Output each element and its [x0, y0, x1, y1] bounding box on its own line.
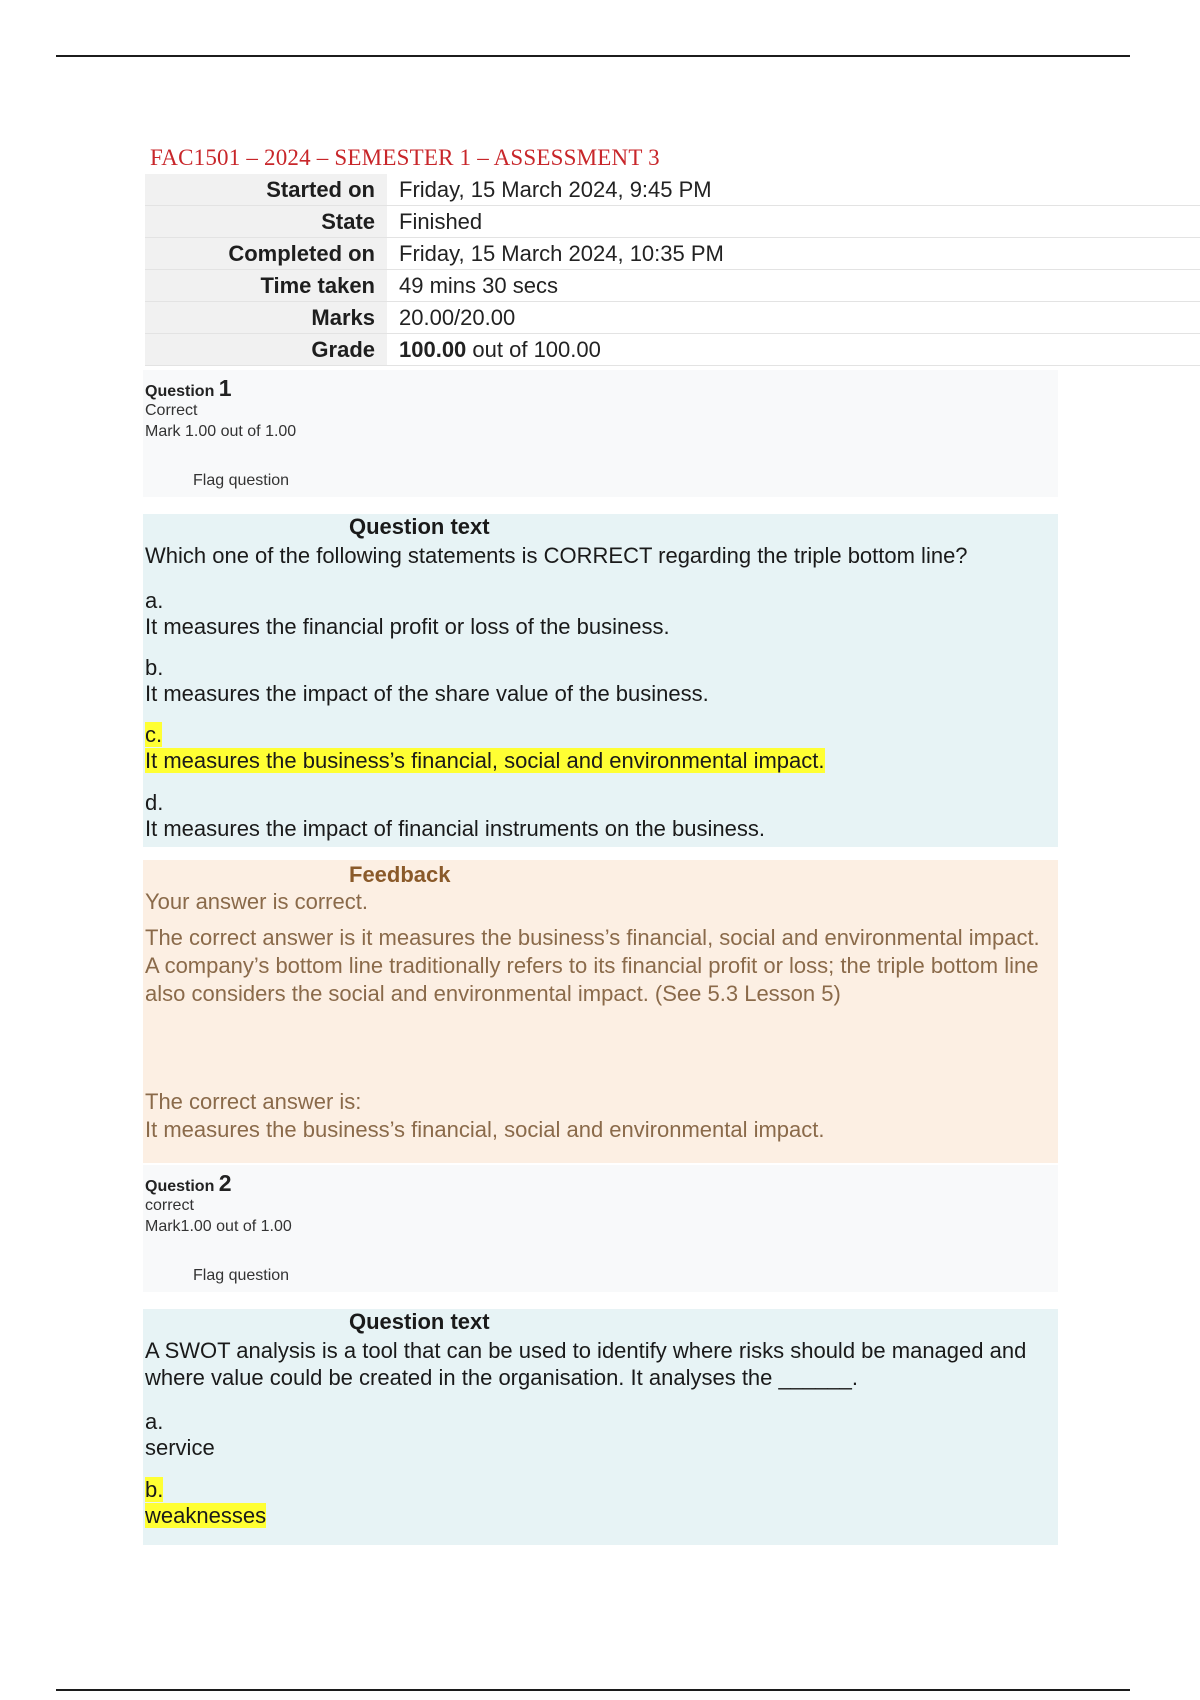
question-label: Question — [145, 1178, 215, 1195]
summary-key: State — [145, 206, 387, 238]
question-1-feedback — [143, 860, 1058, 1163]
option-text: It measures the impact of the share value of the business. — [145, 681, 709, 706]
correct-answer-text: It measures the business’s financial, social and environmental impact. — [145, 1117, 825, 1142]
summary-key: Grade — [145, 334, 387, 366]
top-rule — [56, 55, 1130, 57]
question-mark: Mark 1.00 out of 1.00 — [145, 423, 297, 440]
option-text — [145, 748, 825, 774]
summary-value: 49 mins 30 secs — [387, 270, 1200, 302]
question-mark: Mark1.00 out of 1.00 — [145, 1218, 292, 1235]
question-number — [145, 375, 232, 402]
question-label: Question — [145, 383, 215, 400]
question-text-heading: Question text — [349, 514, 490, 539]
option-letter: b. — [145, 655, 164, 680]
summary-value: Finished — [387, 206, 1200, 238]
summary-value: Friday, 15 March 2024, 10:35 PM — [387, 238, 1200, 270]
selected-highlight: c. — [145, 722, 163, 747]
grade-score: 100.00 — [399, 336, 467, 362]
feedback-result: Your answer is correct. — [145, 889, 368, 914]
question-number-value: 2 — [218, 1170, 232, 1196]
selected-highlight: weaknesses — [145, 1503, 267, 1528]
option-text: service — [145, 1435, 215, 1460]
flag-question-link[interactable]: Flag question — [193, 1267, 290, 1284]
summary-row — [145, 174, 1200, 206]
answer-option-a[interactable] — [145, 588, 670, 640]
summary-row — [145, 302, 1200, 334]
question-stem: Which one of the following statements is CORRECT regarding the triple bottom line? — [145, 543, 968, 568]
summary-key: Time taken — [145, 270, 387, 302]
option-letter: a. — [145, 588, 164, 613]
answer-option-d[interactable] — [145, 790, 765, 842]
summary-row — [145, 238, 1200, 270]
answer-option-a[interactable] — [145, 1409, 215, 1461]
option-letter — [145, 1477, 266, 1503]
summary-value: 20.00/20.00 — [387, 302, 1200, 334]
question-text-heading: Question text — [349, 1309, 490, 1334]
summary-key: Completed on — [145, 238, 387, 270]
question-1-info — [143, 370, 1058, 497]
option-text — [145, 1503, 266, 1529]
selected-highlight: b. — [145, 1477, 164, 1502]
feedback-explanation: The correct answer is it measures the business’s financial, social and environmental impact. A company’s bottom line traditionally refers to its financial profit or loss; the triple bottom line also considers the social and environmental impact. (See 5.3 Lesson 5) — [145, 925, 1040, 1006]
bottom-rule — [56, 1689, 1130, 1691]
feedback-heading: Feedback — [349, 862, 451, 887]
option-letter: a. — [145, 1409, 164, 1434]
grade-out-of: out of 100.00 — [466, 336, 601, 362]
summary-row — [145, 270, 1200, 302]
option-text: It measures the impact of financial instruments on the business. — [145, 816, 765, 841]
correct-answer-label: The correct answer is: — [145, 1089, 362, 1114]
answer-option-b[interactable] — [145, 655, 709, 707]
question-1-text-block — [143, 514, 1058, 847]
question-2-text-block — [143, 1309, 1058, 1545]
question-number-value: 1 — [218, 375, 232, 401]
question-state: Correct — [145, 402, 198, 419]
page-title: FAC1501 – 2024 – SEMESTER 1 – ASSESSMENT 3 — [150, 145, 660, 170]
question-2-info — [143, 1165, 1058, 1292]
grade-value — [387, 334, 1200, 366]
option-letter: d. — [145, 790, 164, 815]
summary-row — [145, 334, 1200, 366]
summary-key: Marks — [145, 302, 387, 334]
attempt-summary-table — [145, 174, 1200, 366]
flag-question-link[interactable]: Flag question — [193, 472, 290, 489]
summary-row — [145, 206, 1200, 238]
question-stem: A SWOT analysis is a tool that can be used to identify where risks should be managed and where value could be created in the organisation. It analyses the ______. — [145, 1338, 1027, 1390]
summary-value: Friday, 15 March 2024, 9:45 PM — [387, 174, 1200, 206]
answer-option-c-selected[interactable] — [145, 722, 825, 774]
answer-option-b-selected[interactable] — [145, 1477, 266, 1529]
selected-highlight: It measures the business’s financial, social and environmental impact. — [145, 748, 825, 773]
question-state: correct — [145, 1197, 194, 1214]
option-text: It measures the financial profit or loss of the business. — [145, 614, 670, 639]
question-number — [145, 1170, 232, 1197]
summary-key: Started on — [145, 174, 387, 206]
option-letter — [145, 722, 825, 748]
